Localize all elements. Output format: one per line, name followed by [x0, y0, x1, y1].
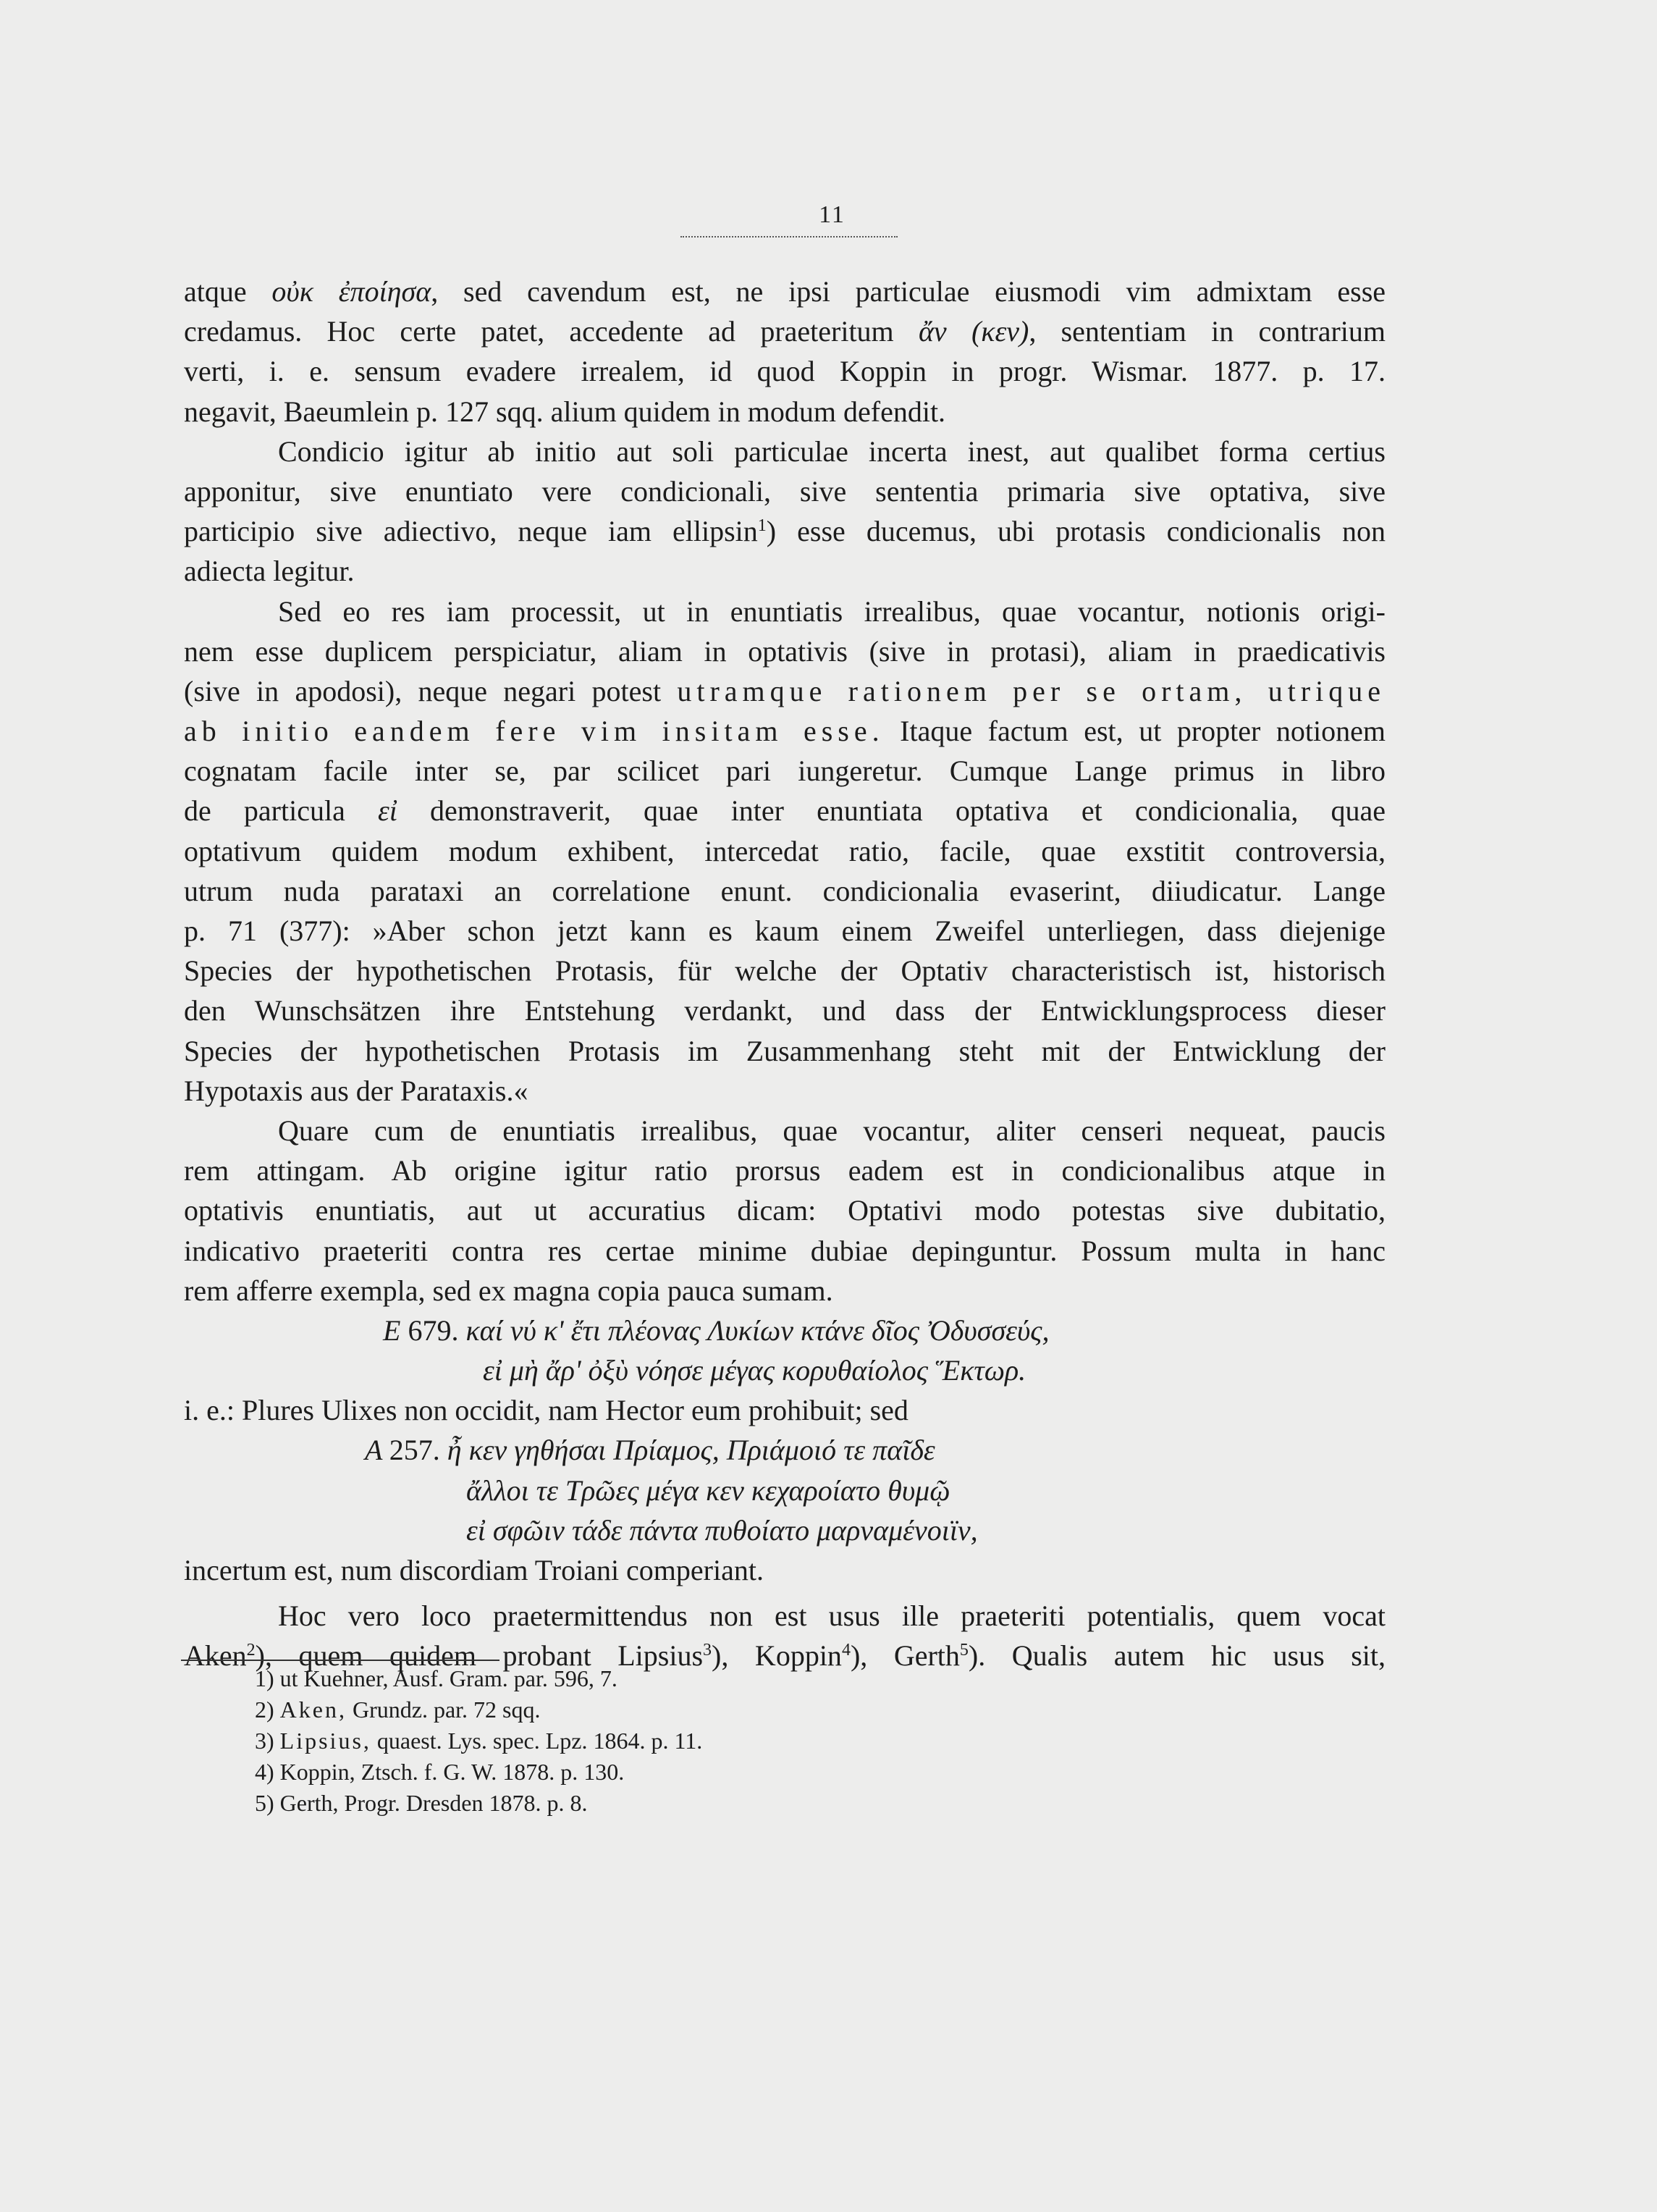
text-line: rem afferre exempla, sed ex magna copia pauca sumam.: [184, 1274, 833, 1307]
text-line: i. e.: Plures Ulixes non occidit, nam Hector eum prohibuit; sed: [184, 1394, 908, 1427]
text-line: optativum quidem modum exhibent, intercedat ratio, facile, quae exstitit controversia,: [184, 834, 1386, 867]
footnote-rule: [181, 1660, 499, 1661]
verse-ref: E: [383, 1313, 401, 1347]
verse-number: 679.: [408, 1313, 459, 1347]
text-line: Condicio igitur ab initio aut soli particulae incerta inest, aut qualibet forma certius: [278, 434, 1386, 468]
footnote-ref: 3: [703, 1641, 712, 1660]
text-line: atque οὐκ ἐποίησα, sed cavendum est, ne ipsi particulae eiusmodi vim admixtam esse: [184, 275, 1386, 308]
footnote: 3) Lipsius, quaest. Lys. spec. Lpz. 1864. p. 11.: [255, 1728, 703, 1754]
footnote: 2) Aken, Grundz. par. 72 sqq.: [255, 1696, 541, 1723]
text-line: adiecta legitur.: [184, 555, 355, 588]
text-line: indicativo praeteriti contra res certae minime dubiae depinguntur. Possum multa in hanc: [184, 1234, 1386, 1267]
spaced-emphasis: ab initio eandem fere vim insitam esse.: [184, 715, 885, 748]
text-line: verti, i. e. sensum evadere irrealem, id quod Koppin in progr. Wismar. 1877. p. 17.: [184, 355, 1386, 388]
header-rule: [680, 236, 898, 237]
footnote-ref: 1: [757, 516, 767, 536]
text-line: Quare cum de enuntiatis irrealibus, quae vocantur, aliter censeri nequeat, paucis: [278, 1114, 1386, 1147]
text-line: utrum nuda parataxi an correlatione enunt. condicionalia evaserint, diiudicatur. Lange: [184, 874, 1386, 907]
verse-ref: A: [365, 1434, 382, 1467]
verse-number: 257.: [389, 1434, 440, 1467]
text-line: Aken$^2$), quem quidem probant Lipsius$^3$), Koppin$^4$), Gerth$^5$). Qualis autem hic usus sit,: [184, 1639, 1386, 1673]
footnote-ref: 4: [841, 1641, 851, 1660]
text-line: optativis enuntiatis, aut ut accuratius dicam: Optativi modo potestas sive dubitatio,: [184, 1194, 1386, 1227]
text-line: Sed eo res iam processit, ut in enuntiatis irrealibus, quae vocantur, notionis origi-: [278, 594, 1386, 628]
text-line: participio sive adiectivo, neque iam ellipsin$^1$) esse ducemus, ubi protasis condicionalis non: [184, 515, 1386, 548]
text-line: (sive in apodosi), neque negari potest utramque rationem per se ortam, utrique: [184, 674, 1386, 707]
footnotes: [255, 1663, 702, 1819]
footnote-ref: 2: [246, 1641, 256, 1660]
body-text: [184, 272, 1386, 1676]
greek-phrase: εἰ: [377, 794, 397, 828]
text-line: nem esse duplicem perspiciatur, aliam in optativis (sive in protasi), aliam in praedicativis: [184, 634, 1386, 668]
verse-line: E 679. καί νύ κ' ἔτι πλέονας Λυκίων κτάνε δῖος Ὀδυσσεύς,: [383, 1313, 1050, 1347]
text-line: Hypotaxis aus der Parataxis.«: [184, 1074, 528, 1107]
footnote: 5) Gerth, Progr. Dresden 1878. p. 8.: [255, 1790, 588, 1816]
text-line: negavit, Baeumlein p. 127 sqq. alium quidem in modum defendit.: [184, 395, 946, 428]
text-line: de particula εἰ demonstraverit, quae inter enuntiata optativa et condicionalia, quae: [184, 794, 1386, 828]
text-line: Hoc vero loco praetermittendus non est usus ille praeteriti potentialis, quem vocat: [278, 1599, 1386, 1633]
text-line: Species der hypothetischen Protasis, für welche der Optativ characteristisch ist, historisch: [184, 954, 1386, 988]
footnote-ref: 5: [959, 1641, 969, 1660]
text-line: cognatam facile inter se, par scilicet pari iungeretur. Cumque Lange primus in libro: [184, 754, 1386, 788]
text-line: rem attingam. Ab origine igitur ratio prorsus eadem est in condicionalibus atque in: [184, 1154, 1386, 1187]
text-line: ab initio eandem fere vim insitam esse. Itaque factum est, ut propter notionem: [184, 715, 1386, 748]
text-line: Species der hypothetischen Protasis im Zusammenhang steht mit der Entwicklung der: [184, 1034, 1386, 1067]
text-line: apponitur, sive enuntiato vere condicionali, sive sententia primaria sive optativa, sive: [184, 474, 1386, 508]
text-line: p. 71 (377): »Aber schon jetzt kann es kaum einem Zweifel unterliegen, dass diejenige: [184, 914, 1386, 947]
footnote: 1) ut Kuehner, Ausf. Gram. par. 596, 7.: [255, 1665, 617, 1691]
greek-phrase: οὐκ ἐποίησα: [271, 275, 431, 308]
verse-line: ἄλλοι τε Τρῶες μέγα κεν κεχαροίατο θυμῷ: [466, 1473, 950, 1507]
verse-line: A 257. ἦ κεν γηθήσαι Πρίαμος, Πριάμοιό τε παῖδε: [365, 1434, 935, 1467]
verse-line: εἰ σφῶιν τάδε πάντα πυθοίατο μαρναμένοιϊν,: [466, 1513, 978, 1547]
verse-line: εἰ μὴ ἄρ' ὀξὺ νόησε μέγας κορυθαίολος Ἕκτωρ.: [483, 1354, 1026, 1387]
page-number: 11: [819, 201, 846, 228]
text-line: den Wunschsätzen ihre Entstehung verdankt, und dass der Entwicklungsprocess dieser: [184, 994, 1386, 1027]
footnote: 4) Koppin, Ztsch. f. G. W. 1878. p. 130.: [255, 1759, 625, 1785]
spaced-emphasis: utramque rationem per se ortam, utrique: [677, 674, 1386, 707]
text-line: credamus. Hoc certe patet, accedente ad praeteritum ἄν (κεν), sententiam in contrarium: [184, 315, 1386, 348]
greek-phrase: ἄν (κεν): [918, 315, 1029, 348]
text-line: incertum est, num discordiam Troiani comperiant.: [184, 1554, 764, 1586]
